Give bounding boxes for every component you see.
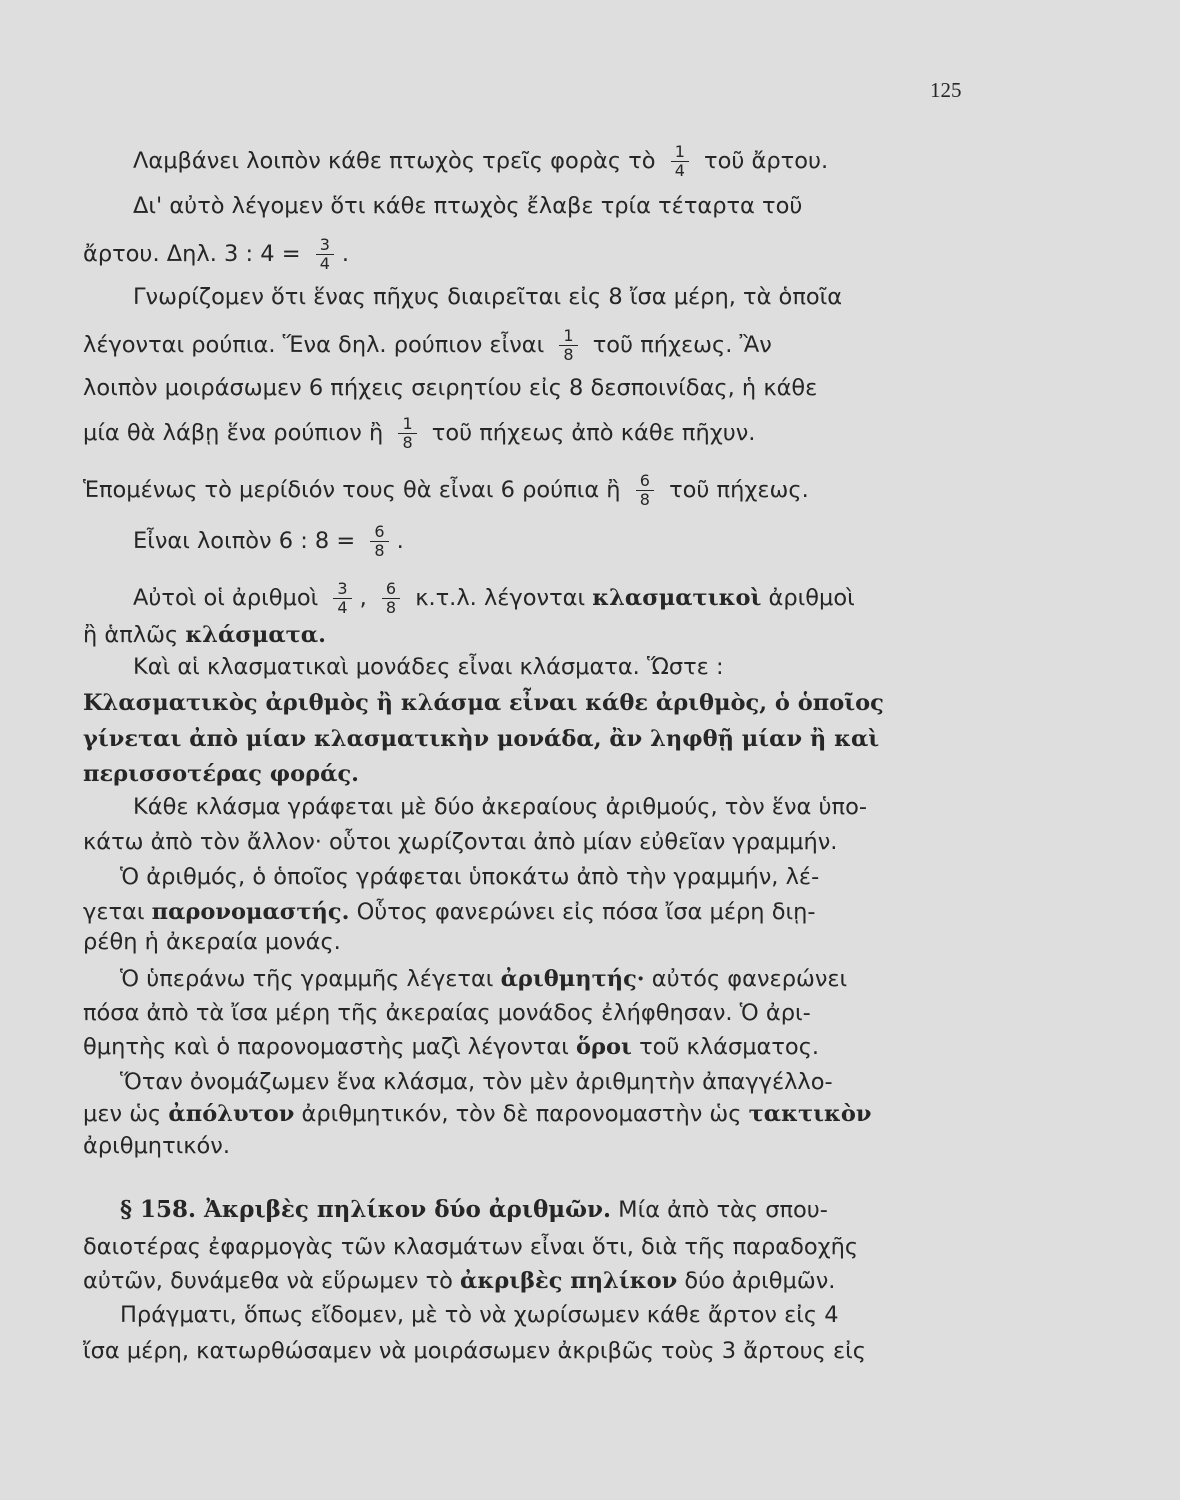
text-segment: τοῦ ἄρτου. bbox=[704, 148, 829, 174]
text-line bbox=[120, 1195, 828, 1225]
text-segment: ρέθη ἡ ἀκεραία μονάς. bbox=[83, 929, 341, 955]
fraction-denominator: 8 bbox=[636, 490, 654, 509]
text-segment: δύο ἀριθμῶν. bbox=[684, 1268, 836, 1294]
text-segment: ἢ ἁπλῶς bbox=[83, 622, 179, 648]
text-segment: κ.τ.λ. λέγονται bbox=[415, 585, 586, 611]
text-line bbox=[120, 1300, 839, 1330]
fraction-numerator: 6 bbox=[385, 579, 397, 598]
text-line bbox=[83, 927, 341, 957]
text-line bbox=[133, 191, 970, 221]
fraction-3-4 bbox=[333, 580, 351, 617]
text-segment: πόσα ἀπὸ τὰ ἴσα μέρη τῆς ἀκεραίας μονάδος ἐλήφθησαν. Ὁ ἀρι- bbox=[83, 1000, 811, 1026]
bold-term: ὅροι bbox=[576, 1034, 632, 1060]
text-segment: τοῦ πήχεως. Ἂν bbox=[592, 332, 772, 358]
text-line bbox=[83, 327, 772, 364]
text-segment: Ὁ ἀριθμός, ὁ ὁποῖος γράφεται ὑποκάτω ἀπὸ τὴν γραμμήν, λέ- bbox=[120, 864, 820, 890]
text-segment: . bbox=[396, 528, 404, 554]
text-segment: ἴσα μέρη, κατωρθώσαμεν νὰ μοιράσωμεν ἀκριβῶς τοὺς 3 ἄρτους εἰς bbox=[83, 1338, 866, 1364]
text-segment: ἀριθμητικόν, τὸν δὲ παρονομαστὴν ὡς bbox=[301, 1101, 742, 1127]
fraction-6-8 bbox=[370, 523, 388, 560]
fraction-numerator: 6 bbox=[639, 471, 650, 490]
text-line bbox=[83, 1336, 866, 1366]
bold-term: κλάσματα. bbox=[185, 622, 326, 648]
bold-term: ἀπόλυτον bbox=[168, 1101, 295, 1127]
fraction-1-8 bbox=[398, 415, 416, 452]
text-line bbox=[83, 1032, 819, 1062]
text-segment: μεν ὡς bbox=[83, 1101, 162, 1127]
text-segment: , bbox=[359, 585, 367, 611]
fraction-denominator: 8 bbox=[398, 433, 416, 452]
text-line bbox=[83, 1131, 230, 1161]
bold-term: ἀκριβὲς πηλίκον bbox=[460, 1268, 678, 1294]
text-segment: ἀριθμητικόν. bbox=[83, 1133, 230, 1159]
text-line bbox=[83, 415, 755, 452]
bold-term: κλασματικοὶ bbox=[592, 585, 762, 611]
text-segment: αὐτῶν, δυνάμεθα νὰ εὕρωμεν τὸ bbox=[83, 1268, 453, 1294]
text-segment: Δι' αὐτὸ λέγομεν ὅτι κάθε πτωχὸς ἔλαβε τρία τέταρτα τοῦ bbox=[133, 193, 803, 219]
fraction-denominator: 4 bbox=[333, 598, 351, 617]
text-segment: Εἶναι λοιπὸν 6 : 8 = bbox=[133, 528, 356, 554]
text-segment: Ὅταν ὀνομάζωμεν ἕνα κλάσμα, τὸν μὲν ἀριθμητὴν ἀπαγγέλλο- bbox=[120, 1069, 833, 1095]
text-segment: αὐτός φανερώνει bbox=[651, 966, 848, 992]
text-segment: λοιπὸν μοιράσωμεν 6 πήχεις σειρητίου εἰς 8 δεσποινίδας, ἡ κάθε bbox=[83, 375, 818, 401]
text-line bbox=[83, 1099, 871, 1129]
fraction-1-4 bbox=[671, 143, 689, 180]
definition-line bbox=[83, 759, 359, 789]
text-segment: Λαμβάνει λοιπὸν κάθε πτωχὸς τρεῖς φορὰς τὸ bbox=[133, 148, 656, 174]
text-segment: ἀριθμοὶ bbox=[768, 585, 855, 611]
text-line bbox=[133, 580, 855, 617]
bold-term: τακτικὸν bbox=[748, 1101, 872, 1127]
text-line bbox=[133, 143, 828, 180]
definition-line bbox=[83, 688, 884, 718]
text-segment: γεται bbox=[83, 899, 145, 925]
text-segment: Ὁ ὑπεράνω τῆς γραμμῆς λέγεται bbox=[120, 966, 494, 992]
fraction-numerator: 1 bbox=[563, 326, 574, 345]
text-line bbox=[83, 620, 326, 650]
text-segment: μία θὰ λάβῃ ἕνα ρούπιον ἢ bbox=[83, 420, 384, 446]
text-line bbox=[133, 792, 867, 822]
text-line bbox=[83, 827, 837, 857]
fraction-denominator: 8 bbox=[370, 541, 388, 560]
text-segment: Πράγματι, ὅπως εἴδομεν, μὲ τὸ νὰ χωρίσωμεν κάθε ἄρτον εἰς 4 bbox=[120, 1302, 839, 1328]
text-segment: Γνωρίζομεν ὅτι ἕνας πῆχυς διαιρεῖται εἰς 8 ἴσα μέρη, τὰ ὁποῖα bbox=[133, 284, 843, 310]
text-line bbox=[133, 282, 842, 312]
text-line bbox=[120, 964, 847, 994]
text-segment: Μία ἀπὸ τὰς σπου- bbox=[618, 1197, 828, 1223]
fraction-numerator: 3 bbox=[337, 579, 348, 598]
fraction-numerator: 6 bbox=[374, 522, 385, 541]
text-line bbox=[133, 652, 724, 682]
page-number: 125 bbox=[930, 78, 962, 102]
text-segment: λέγονται ρούπια. Ἕνα δηλ. ρούπιον εἶναι bbox=[83, 332, 545, 358]
text-segment: κάτω ἀπὸ τὸν ἄλλον· οὗτοι χωρίζονται ἀπὸ μίαν εὐθεῖαν γραμμήν. bbox=[83, 829, 838, 855]
fraction-1-8 bbox=[559, 327, 577, 364]
text-segment: Κλασματικὸς ἀριθμὸς ἢ κλάσμα εἶναι κάθε ἀριθμὸς, ὁ ὁποῖος bbox=[83, 690, 884, 716]
text-segment: Κάθε κλάσμα γράφεται μὲ δύο ἀκεραίους ἀριθμούς, τὸν ἕνα ὑπο- bbox=[133, 794, 867, 820]
text-segment: τοῦ πήχεως ἀπὸ κάθε πῆχυν. bbox=[431, 420, 756, 446]
text-segment: Καὶ αἱ κλασματικαὶ μονάδες εἶναι κλάσματα. Ὥστε : bbox=[133, 654, 724, 680]
text-line bbox=[120, 1067, 833, 1097]
text-segment: τοῦ πήχεως. bbox=[669, 477, 809, 503]
text-segment: ἄρτου. Δηλ. 3 : 4 = bbox=[83, 241, 301, 267]
text-segment: θμητὴς καὶ ὁ παρονομαστὴς μαζὶ λέγονται bbox=[83, 1034, 569, 1060]
text-segment: δαιοτέρας ἐφαρμογὰς τῶν κλασμάτων εἶναι ὅτι, διὰ τῆς παραδοχῆς bbox=[83, 1234, 859, 1260]
fraction-numerator: 1 bbox=[674, 142, 685, 161]
fraction-numerator: 3 bbox=[319, 235, 330, 254]
fraction-numerator: 1 bbox=[402, 414, 413, 433]
text-segment: περισσοτέρας φοράς. bbox=[83, 761, 359, 787]
text-line bbox=[83, 1232, 858, 1262]
fraction-denominator: 4 bbox=[316, 254, 334, 273]
fraction-6-8 bbox=[636, 472, 654, 509]
text-line bbox=[83, 998, 811, 1028]
text-line bbox=[133, 523, 404, 560]
text-line bbox=[120, 862, 819, 892]
definition-line bbox=[83, 724, 879, 754]
text-segment: γίνεται ἀπὸ μίαν κλασματικὴν μονάδα, ἂν ληφθῇ μίαν ἢ καὶ bbox=[83, 726, 880, 752]
fraction-denominator: 8 bbox=[559, 345, 577, 364]
text-segment: τοῦ κλάσματος. bbox=[639, 1034, 820, 1060]
bold-term: παρονομαστής. bbox=[151, 899, 350, 925]
fraction-denominator: 4 bbox=[671, 161, 689, 180]
fraction-denominator: 8 bbox=[382, 598, 400, 617]
text-line bbox=[83, 236, 349, 273]
text-line bbox=[83, 373, 817, 403]
text-segment: Οὗτος φανερώνει εἰς πόσα ἴσα μέρη διῃ- bbox=[356, 899, 816, 925]
text-segment: Αὐτοὶ οἱ ἀριθμοὶ bbox=[133, 585, 319, 611]
section-heading: § 158. Ἀκριβὲς πηλίκον δύο ἀριθμῶν. bbox=[120, 1196, 612, 1223]
text-line bbox=[83, 472, 809, 509]
text-line bbox=[83, 1266, 835, 1296]
bold-term: ἀριθμητής· bbox=[500, 966, 645, 992]
text-line bbox=[83, 897, 815, 927]
fraction-3-4 bbox=[316, 236, 334, 273]
text-segment: . bbox=[341, 241, 350, 267]
fraction-6-8 bbox=[382, 580, 400, 617]
text-segment: Ἑπομένως τὸ μερίδιόν τους θὰ εἶναι 6 ρούπια ἢ bbox=[83, 477, 621, 503]
